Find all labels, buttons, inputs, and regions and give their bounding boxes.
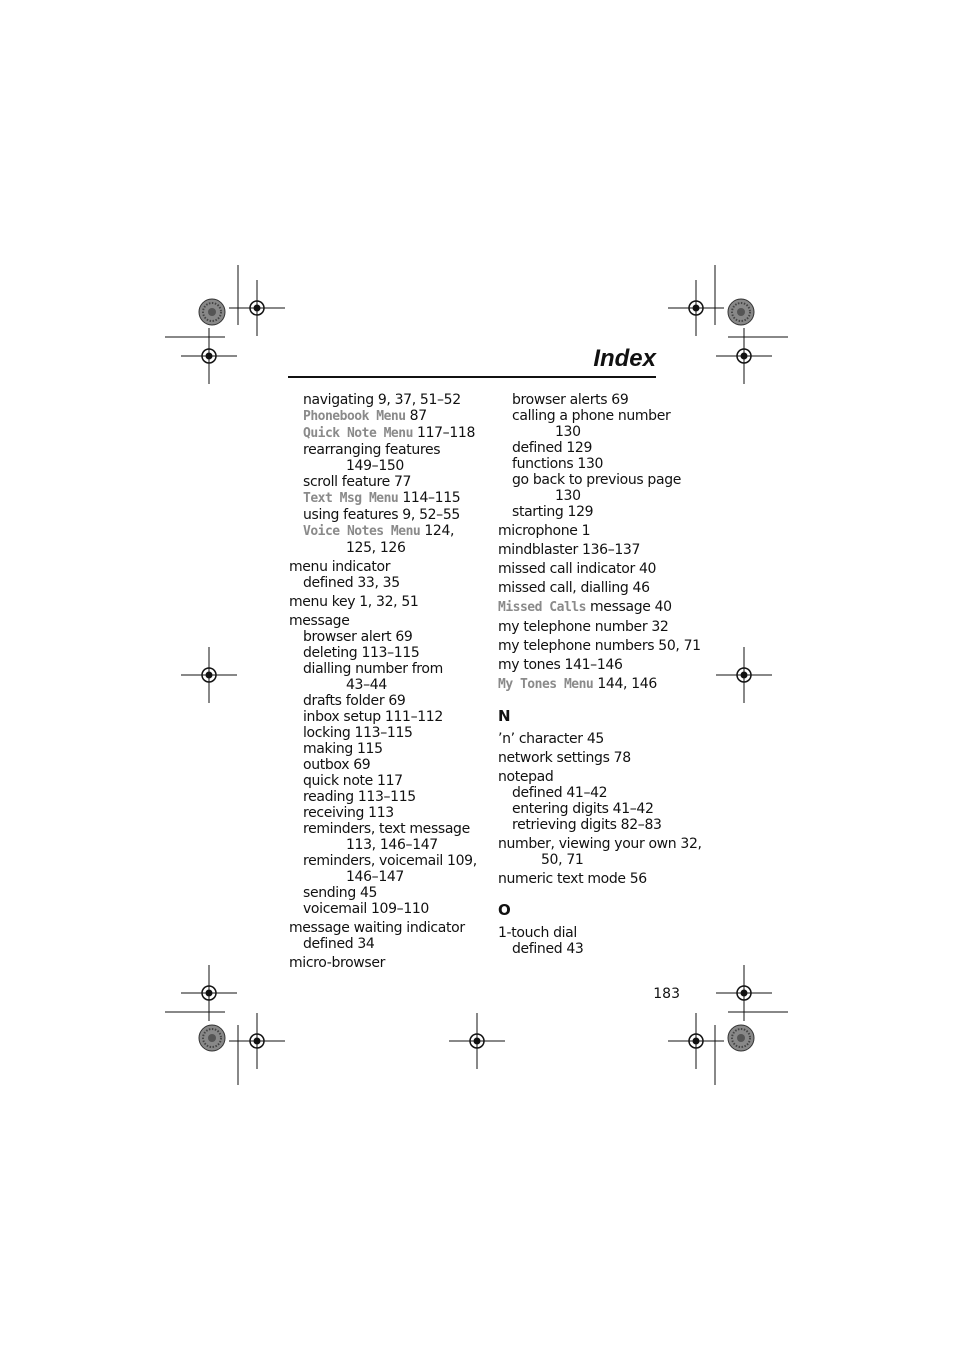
index-entry xyxy=(289,575,494,591)
index-entry-text: defined 41–42 xyxy=(512,785,608,801)
index-entry-text: functions 130 xyxy=(512,456,604,472)
index-entry-continuation: 125, 126 xyxy=(346,540,406,556)
index-entry-continuation: 146–147 xyxy=(346,869,404,885)
index-entry xyxy=(289,425,494,442)
index-entry-text: making 115 xyxy=(303,741,383,757)
index-entry-text: mindblaster 136–137 xyxy=(498,542,641,558)
index-entry xyxy=(289,474,494,490)
index-entry-text: missed call, dialling 46 xyxy=(498,580,650,596)
index-entry-text: menu indicator xyxy=(289,559,391,575)
index-entry xyxy=(289,773,494,789)
index-entry-text: 114–115 xyxy=(398,490,461,506)
index-entry-text: rearranging features xyxy=(303,442,441,458)
index-entry xyxy=(289,408,494,425)
index-entry xyxy=(289,490,494,507)
index-entry-text: network settings 78 xyxy=(498,750,631,766)
menu-name-label: Quick Note Menu xyxy=(303,426,413,441)
page-title: Index xyxy=(593,345,656,372)
index-entry xyxy=(289,693,494,709)
index-entry-text: go back to previous page xyxy=(512,472,681,488)
index-column-left xyxy=(289,392,494,971)
index-entry-text: browser alert 69 xyxy=(303,629,413,645)
index-entry-text: menu key 1, 32, 51 xyxy=(289,594,419,610)
index-entry xyxy=(498,599,688,616)
index-entry xyxy=(498,836,702,868)
menu-name-label: Voice Notes Menu xyxy=(303,524,421,539)
index-entry xyxy=(289,901,494,917)
index-entry-text: starting 129 xyxy=(512,504,594,520)
index-entry xyxy=(498,801,688,817)
index-entry-text: ’n’ character 45 xyxy=(498,731,604,747)
index-entry xyxy=(498,657,688,673)
index-entry xyxy=(498,676,688,693)
index-entry xyxy=(498,392,688,408)
index-entry xyxy=(289,741,494,757)
index-entry xyxy=(498,731,688,747)
index-entry-text: defined 43 xyxy=(512,941,584,957)
menu-name-label: Phonebook Menu xyxy=(303,409,406,424)
index-entry-text: 87 xyxy=(405,408,427,424)
index-entry-text: microphone 1 xyxy=(498,523,591,539)
index-entry-text: my telephone number 32 xyxy=(498,619,669,635)
index-entry-text: deleting 113–115 xyxy=(303,645,420,661)
index-entry-continuation: 149–150 xyxy=(346,458,404,474)
index-entry xyxy=(289,821,494,853)
index-entry-text: sending 45 xyxy=(303,885,378,901)
index-entry-text: inbox setup 111–112 xyxy=(303,709,443,725)
index-entry-text: micro-browser xyxy=(289,955,386,971)
index-entry-text: using features 9, 52–55 xyxy=(303,507,460,523)
index-entry-text: 1-touch dial xyxy=(498,925,577,941)
index-entry-text: reminders, voicemail 109, xyxy=(303,853,477,869)
index-entry xyxy=(289,853,494,885)
menu-name-label: Missed Calls xyxy=(498,600,586,615)
index-entry-text: drafts folder 69 xyxy=(303,693,406,709)
index-entry-continuation: 130 xyxy=(555,424,581,440)
index-entry-text: voicemail 109–110 xyxy=(303,901,429,917)
index-entry xyxy=(289,885,494,901)
index-entry xyxy=(498,638,701,654)
index-entry-text: defined 129 xyxy=(512,440,593,456)
index-entry-text: message waiting indicator xyxy=(289,920,465,936)
index-entry-text: receiving 113 xyxy=(303,805,394,821)
index-entry-text: my telephone numbers 50, 71 xyxy=(498,638,701,654)
index-entry xyxy=(289,523,494,556)
index-entry xyxy=(289,709,494,725)
index-entry xyxy=(498,580,688,596)
index-entry-text: retrieving digits 82–83 xyxy=(512,817,662,833)
index-entry xyxy=(498,785,688,801)
index-entry xyxy=(498,817,688,833)
index-entry xyxy=(498,871,688,887)
index-entry xyxy=(289,645,494,661)
page-number: 183 xyxy=(653,986,680,1002)
index-entry xyxy=(498,523,688,539)
index-entry-continuation: 50, 71 xyxy=(541,852,584,868)
index-entry-text: numeric text mode 56 xyxy=(498,871,647,887)
index-entry xyxy=(498,941,688,957)
index-entry xyxy=(289,805,494,821)
index-entry xyxy=(289,789,494,805)
index-entry xyxy=(289,392,494,408)
index-entry xyxy=(289,757,494,773)
index-entry-continuation: 43–44 xyxy=(346,677,387,693)
index-entry-text: calling a phone number xyxy=(512,408,671,424)
index-entry-text: locking 113–115 xyxy=(303,725,413,741)
menu-name-label: My Tones Menu xyxy=(498,677,594,692)
index-entry-text: missed call indicator 40 xyxy=(498,561,657,577)
index-entry xyxy=(498,542,688,558)
index-entry-text: number, viewing your own 32, xyxy=(498,836,702,852)
index-section-heading: O xyxy=(498,901,511,919)
index-entry-text: notepad xyxy=(498,769,554,785)
index-entry xyxy=(289,594,494,610)
index-entry xyxy=(498,619,688,635)
index-entry xyxy=(498,561,688,577)
index-entry xyxy=(498,456,688,472)
index-entry-text: message xyxy=(289,613,350,629)
index-entry xyxy=(289,661,494,693)
index-entry xyxy=(289,442,494,474)
index-entry-text: my tones 141–146 xyxy=(498,657,623,673)
index-entry-text: outbox 69 xyxy=(303,757,371,773)
index-entry-text: quick note 117 xyxy=(303,773,403,789)
index-entry-text: defined 34 xyxy=(303,936,375,952)
index-entry-text: entering digits 41–42 xyxy=(512,801,654,817)
index-entry-text: message 40 xyxy=(585,599,672,615)
index-entry xyxy=(498,472,688,504)
menu-name-label: Text Msg Menu xyxy=(303,491,399,506)
index-entry-text: navigating 9, 37, 51–52 xyxy=(303,392,461,408)
index-entry xyxy=(289,613,494,629)
index-entry xyxy=(498,750,688,766)
index-entry-text: dialling number from xyxy=(303,661,443,677)
index-entry xyxy=(289,507,494,523)
index-entry xyxy=(498,504,688,520)
index-entry-text: 124, xyxy=(420,523,455,539)
index-section-heading: N xyxy=(498,707,511,725)
index-entry-text: 117–118 xyxy=(412,425,475,441)
index-entry xyxy=(289,936,494,952)
index-entry xyxy=(498,440,688,456)
index-entry-continuation: 130 xyxy=(555,488,581,504)
index-entry-text: reminders, text message xyxy=(303,821,470,837)
index-entry xyxy=(289,629,494,645)
index-entry-text: scroll feature 77 xyxy=(303,474,412,490)
title-underline xyxy=(288,376,656,378)
index-entry-text: reading 113–115 xyxy=(303,789,416,805)
index-entry xyxy=(289,920,494,936)
index-entry xyxy=(289,725,494,741)
index-entry xyxy=(289,955,494,971)
index-entry xyxy=(498,408,688,440)
index-entry xyxy=(498,925,688,941)
index-entry-text: browser alerts 69 xyxy=(512,392,629,408)
index-column-right xyxy=(498,392,702,957)
index-entry-continuation: 113, 146–147 xyxy=(346,837,438,853)
index-entry xyxy=(289,559,494,575)
index-entry-text: defined 33, 35 xyxy=(303,575,400,591)
index-entry xyxy=(498,769,688,785)
index-entry-text: 144, 146 xyxy=(593,676,657,692)
